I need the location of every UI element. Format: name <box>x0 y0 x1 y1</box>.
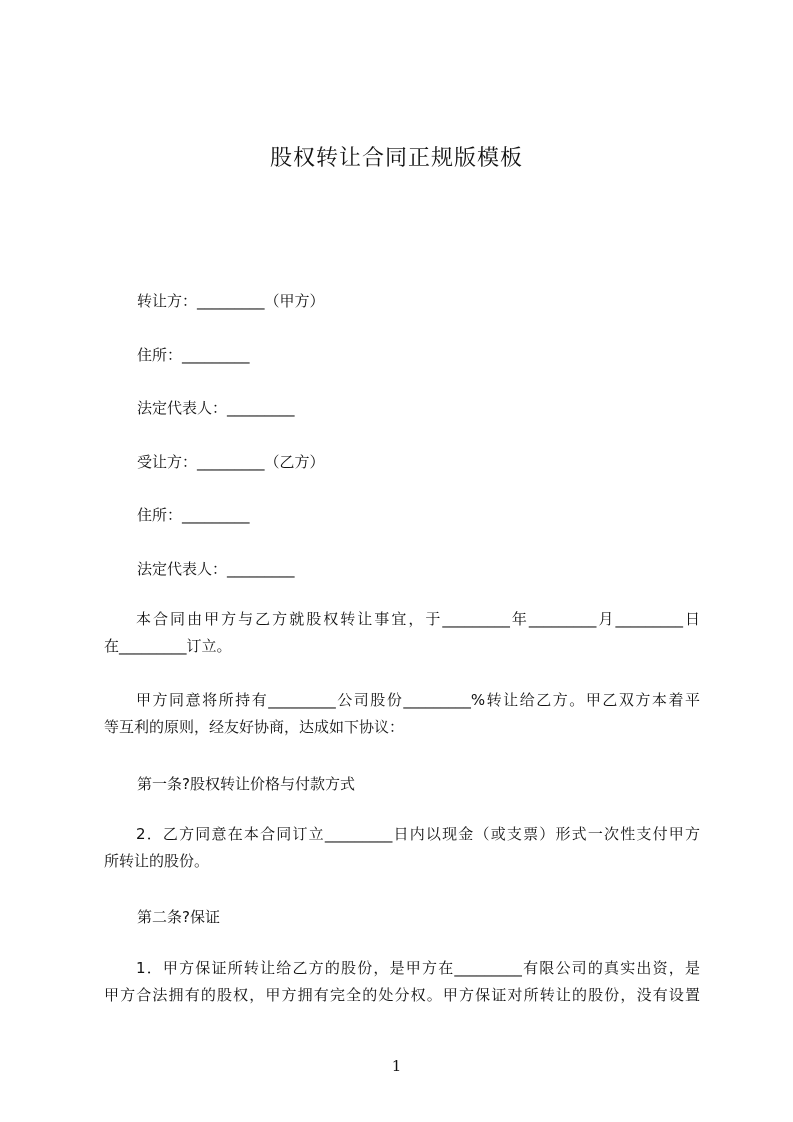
document-title: 股权转让合同正规版模板 <box>269 146 523 171</box>
article-2-heading: 第二条?保证 <box>137 908 220 926</box>
page-number: 1 <box>391 1057 402 1075</box>
transferor-address-line: 住所：_________ <box>137 346 250 364</box>
agreement-paragraph <box>104 687 700 741</box>
article-1-item-2 <box>104 821 700 875</box>
article-2-item-1-line: 1．甲方保证所转让给乙方的股份，是甲方在_________有限公司的真实出资，是 <box>136 959 700 977</box>
article-1-heading: 第一条?股权转让价格与付款方式 <box>137 775 355 793</box>
agreement-paragraph-line: 甲方同意将所持有_________公司股份_________%转让给乙方。甲乙双方本着平 <box>136 691 700 709</box>
article-1-item-2-line: 2．乙方同意在本合同订立_________日内以现金（或支票）形式一次性支付甲方 <box>136 825 700 843</box>
article-2-item-1 <box>104 955 700 1009</box>
transferee-representative-line: 法定代表人：_________ <box>137 560 295 578</box>
transferor-representative-line: 法定代表人：_________ <box>137 399 295 417</box>
transferee-address-line: 住所：_________ <box>137 506 250 524</box>
intro-paragraph <box>104 606 700 660</box>
article-2-item-1-line: 甲方合法拥有的股权，甲方拥有完全的处分权。甲方保证对所转让的股份，没有设置 <box>104 986 700 1004</box>
intro-paragraph-line: 本合同由甲方与乙方就股权转让事宜，于_________年_________月_________日 <box>136 610 700 628</box>
intro-paragraph-line: 在_________订立。 <box>104 637 232 655</box>
transferee-line: 受让方：_________（乙方） <box>137 453 325 471</box>
transferor-line: 转让方：_________（甲方） <box>137 292 325 310</box>
article-1-item-2-line: 所转让的股份。 <box>104 852 210 870</box>
agreement-paragraph-line: 等互利的原则，经友好协商，达成如下协议： <box>104 718 405 736</box>
